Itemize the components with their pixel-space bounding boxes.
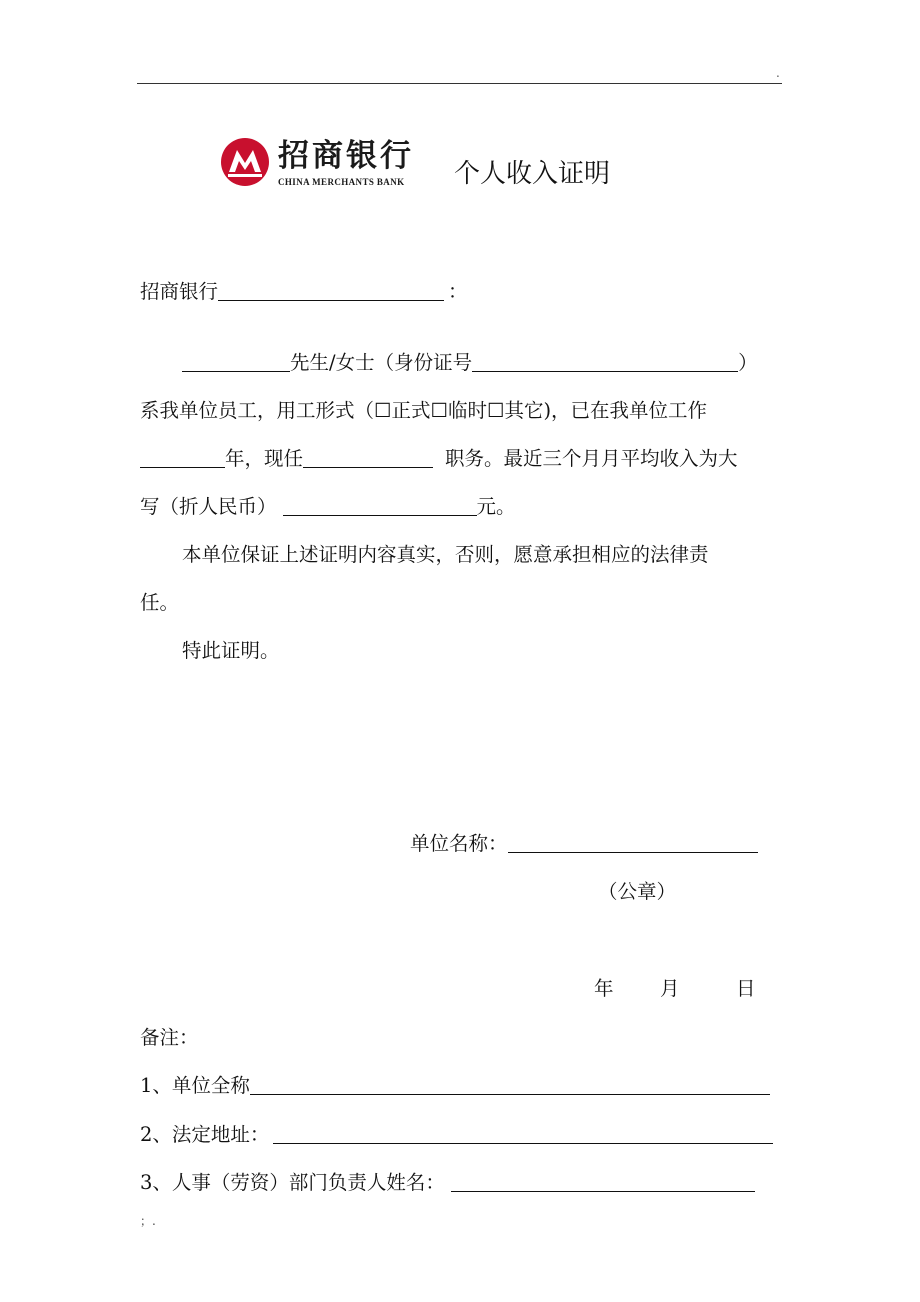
title-label: 先生/女士（身份证号 <box>290 351 473 374</box>
header-rule <box>137 83 782 84</box>
header-mark: . <box>776 66 780 80</box>
bank-logo-english: CHINA MERCHANTS BANK <box>278 177 405 187</box>
para1-line1 <box>182 350 758 376</box>
position-blank[interactable] <box>303 447 433 468</box>
legal-address-blank[interactable] <box>273 1123 773 1144</box>
income-prefix: 写（折人民币） <box>140 495 277 518</box>
yuan-label: 元。 <box>476 495 516 518</box>
para1-line2: 系我单位员工，用工形式（☐正式☐临时☐其它)，已在我单位工作 <box>140 399 708 422</box>
bank-logo-mark-icon <box>220 137 270 187</box>
unit-name-blank[interactable] <box>508 832 758 853</box>
note-item-3-label: 3、人事（劳资）部门负责人姓名： <box>140 1171 445 1194</box>
addressee-line <box>140 279 468 305</box>
unit-fullname-blank[interactable] <box>250 1074 770 1095</box>
date-year: 年 <box>594 977 614 1000</box>
addressee-suffix: ： <box>448 280 468 303</box>
para3-text: 特此证明。 <box>182 639 280 662</box>
note-item-2 <box>140 1122 773 1148</box>
unit-name-label: 单位名称： <box>410 832 508 855</box>
notes-heading: 备注： <box>140 1026 199 1049</box>
seal-label: （公章） <box>598 880 677 903</box>
unit-name-line <box>410 831 758 857</box>
document-title: 个人收入证明 <box>454 159 611 189</box>
note-item-1 <box>140 1073 770 1099</box>
date-day: 日 <box>736 977 756 1000</box>
income-blank[interactable] <box>283 495 477 516</box>
para1-line3 <box>140 446 738 472</box>
close-paren: ） <box>738 351 758 374</box>
position-label: 职务。最近三个月月平均收入为大 <box>445 447 738 470</box>
bank-logo <box>220 137 420 191</box>
id-number-blank[interactable] <box>472 351 738 372</box>
note-item-2-label: 2、法定地址： <box>140 1123 270 1146</box>
bank-logo-chinese: 招商银行 <box>278 138 414 174</box>
para2-line1: 本单位保证上述证明内容真实，否则，愿意承担相应的法律责 <box>182 543 709 566</box>
years-blank[interactable] <box>140 447 225 468</box>
para1-line4 <box>140 494 516 520</box>
hr-contact-blank[interactable] <box>451 1171 755 1192</box>
addressee-blank[interactable] <box>218 280 444 301</box>
note-item-1-label: 1、单位全称 <box>140 1074 250 1097</box>
addressee-prefix: 招商银行 <box>140 280 219 303</box>
note-item-3 <box>140 1170 755 1196</box>
date-month: 月 <box>660 977 680 1000</box>
name-blank[interactable] <box>182 351 290 372</box>
footer-mark: ；. <box>140 1214 156 1228</box>
para2-line2: 任。 <box>140 591 180 614</box>
year-label: 年，现任 <box>225 447 304 470</box>
